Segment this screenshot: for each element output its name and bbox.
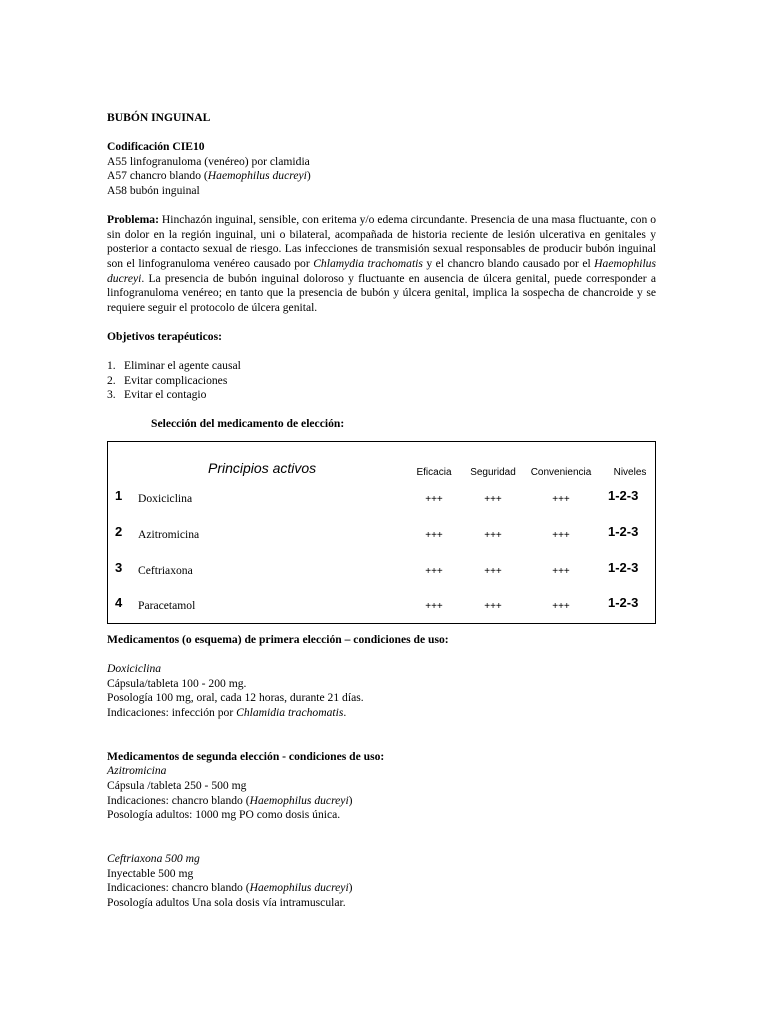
- seguridad-value: +++: [484, 566, 502, 578]
- drug-name: Ceftriaxona: [138, 564, 193, 578]
- col-header-principios: Principios activos: [208, 460, 317, 477]
- segunda-line-2: [107, 794, 656, 809]
- table-row: [108, 561, 655, 581]
- conveniencia-value: +++: [552, 601, 570, 613]
- niveles-value: 1-2-3: [608, 488, 639, 504]
- problema-text-3: . La presencia de bubón inguinal doloroso y fluctuante en ausencia de úlcera genital, puede corresponder a linfogranuloma venéreo; en tanto que la presencia de bubón y úlcera genital, implica la sospecha de chancroide y se requiere seguir el protocolo de úlcera genital.: [107, 271, 656, 314]
- list-number: 2.: [107, 373, 116, 387]
- segunda-line-2-text: Indicaciones: chancro blando (: [107, 793, 250, 807]
- row-number: 4: [115, 595, 123, 611]
- col-header-niveles: Niveles: [613, 467, 647, 479]
- conveniencia-value: +++: [552, 530, 570, 542]
- table-row: [108, 489, 655, 509]
- row-number: 2: [115, 524, 123, 540]
- conveniencia-value: +++: [552, 494, 570, 506]
- drug-name: Paracetamol: [138, 599, 196, 613]
- eficacia-value: +++: [425, 494, 443, 506]
- medication-table: [107, 441, 656, 624]
- objetivos-list: [107, 359, 656, 403]
- problema-species-1: Chlamydia trachomatis: [313, 256, 423, 270]
- list-number: 3.: [107, 388, 116, 402]
- primera-line-1: Cápsula/tableta 100 - 200 mg.: [107, 676, 247, 690]
- ceftriaxona-line-2-species: Haemophilus ducreyi: [249, 881, 349, 895]
- drug-name: Doxiciclina: [138, 492, 193, 506]
- eficacia-value: +++: [425, 530, 443, 542]
- cie10-a57-species: Haemophilus ducreyi: [207, 169, 307, 183]
- col-header-conveniencia: Conveniencia: [530, 467, 592, 479]
- segunda-heading: Medicamentos de segunda elección - condiciones de uso:: [107, 749, 385, 763]
- primera-line-3: [107, 706, 656, 721]
- niveles-value: 1-2-3: [608, 595, 639, 611]
- segunda-line-3: Posología adultos: 1000 mg PO como dosis única.: [107, 808, 341, 822]
- list-text: Evitar el contagio: [124, 388, 207, 402]
- problema-paragraph: [107, 213, 656, 315]
- problema-text-2: y el chancro blando causado por el: [422, 256, 595, 270]
- niveles-value: 1-2-3: [608, 524, 639, 540]
- seguridad-value: +++: [484, 601, 502, 613]
- seguridad-value: +++: [484, 530, 502, 542]
- list-item: [107, 374, 656, 389]
- row-number: 3: [115, 560, 123, 576]
- seguridad-value: +++: [484, 494, 502, 506]
- table-row: [108, 525, 655, 545]
- niveles-value: 1-2-3: [608, 560, 639, 576]
- eficacia-value: +++: [425, 566, 443, 578]
- page-title: BUBÓN INGUINAL: [107, 111, 211, 124]
- cie10-a58: A58 bubón inguinal: [107, 183, 200, 197]
- segunda-line-1: Cápsula /tableta 250 - 500 mg: [107, 779, 247, 792]
- ceftriaxona-line-2: [107, 881, 656, 896]
- document-page: [107, 111, 656, 910]
- cie10-a55: A55 linfogranuloma (venéreo) por clamidia: [107, 154, 310, 168]
- row-number: 1: [115, 488, 123, 504]
- seleccion-title: Selección del medicamento de elección:: [151, 417, 345, 431]
- segunda-line-2-species: Haemophilus ducreyi: [249, 793, 349, 807]
- list-text: Eliminar el agente causal: [124, 359, 241, 373]
- problema-species-2: Haemophilus ducreyi: [107, 256, 656, 285]
- segunda-drug: Azitromicina: [107, 764, 167, 778]
- ceftriaxona-line-2-text: Indicaciones: chancro blando (: [107, 881, 250, 895]
- eficacia-value: +++: [425, 601, 443, 613]
- list-item: [107, 388, 656, 403]
- drug-name: Azitromicina: [138, 528, 200, 542]
- conveniencia-value: +++: [552, 566, 570, 578]
- problema-text-1: Hinchazón inguinal, sensible, con eritema y/o edema circundante. Presencia de una masa fluctuante, con o sin dolor en la región inguinal, uni o bilateral, acompañada de historia reciente de lesión ulcerativa en genitales y posterior a contacto sexual de riesgo. Las infecciones de transmisión sexual responsables de producir bubón inguinal son el linfogranuloma venéreo causado por: [107, 213, 656, 270]
- cie10-heading: Codificación CIE10: [107, 140, 205, 154]
- primera-line-3-end: .: [343, 706, 347, 720]
- primera-line-3-species: Chlamidia trachomatis: [236, 706, 344, 720]
- cie10-a57: [107, 169, 656, 184]
- objetivos-heading: Objetivos terapéuticos:: [107, 329, 222, 343]
- col-header-eficacia: Eficacia: [416, 467, 452, 479]
- primera-heading: Medicamentos (o esquema) de primera elección – condiciones de uso:: [107, 633, 449, 647]
- col-header-seguridad: Seguridad: [470, 467, 516, 479]
- ceftriaxona-line-1: Inyectable 500 mg: [107, 866, 194, 880]
- ceftriaxona-line-3: Posología adultos Una sola dosis vía intramuscular.: [107, 895, 346, 909]
- segunda-line-2-close: ): [348, 793, 353, 807]
- problema-label: Problema:: [107, 213, 159, 227]
- list-text: Evitar complicaciones: [124, 373, 228, 387]
- cie10-a57-close: ): [306, 169, 311, 183]
- primera-drug: Doxiciclina: [107, 662, 162, 676]
- primera-line-3-text: Indicaciones: infección por: [107, 706, 237, 720]
- ceftriaxona-line-2-close: ): [348, 881, 353, 895]
- table-row: [108, 596, 655, 616]
- cie10-a57-text: A57 chancro blando (: [107, 169, 208, 183]
- ceftriaxona-drug: Ceftriaxona 500 mg: [107, 851, 200, 865]
- primera-line-2: Posología 100 mg, oral, cada 12 horas, durante 21 días.: [107, 691, 364, 705]
- list-number: 1.: [107, 359, 116, 373]
- list-item: [107, 359, 656, 374]
